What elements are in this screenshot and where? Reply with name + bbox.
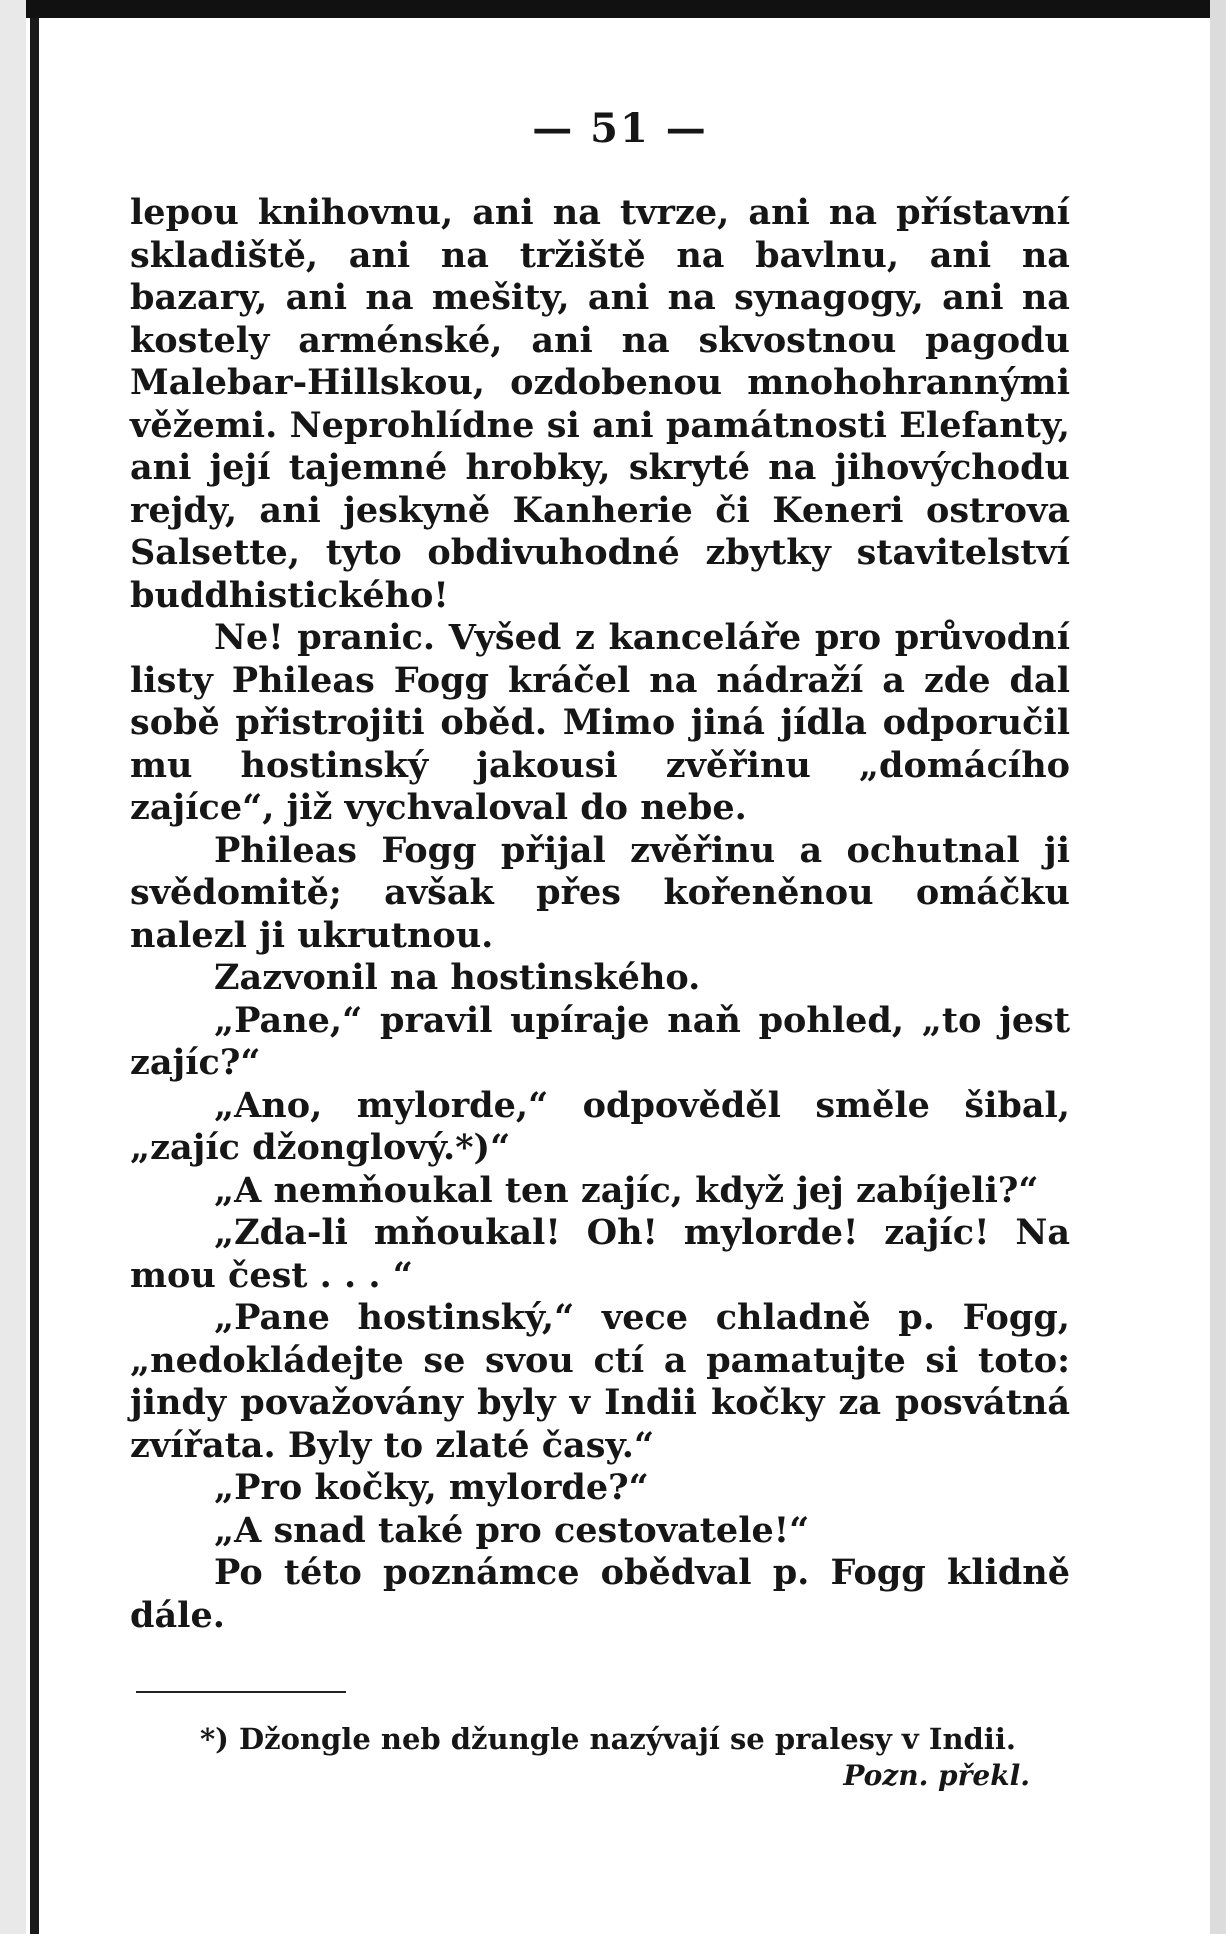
body-text — [130, 192, 1070, 1637]
footnote: *) Džongle neb džungle nazývají se pralesy v Indii. — [200, 1722, 1016, 1756]
footnote-divider — [136, 1691, 346, 1693]
scan-left-margin — [0, 0, 26, 1934]
page-number: — 51 — — [532, 105, 708, 152]
scan-right-margin — [1210, 0, 1226, 1934]
paragraph: Phileas Fogg přijal zvěřinu a ochutnal ji svědomitě; avšak přes kořeněnou omáčku nalezl ji ukrutnou. — [130, 829, 1070, 956]
book-page — [130, 105, 1070, 1793]
paragraph: „Zda-li mňoukal! Oh! mylorde! zajíc! Na mou čest . . . “ — [130, 1212, 1070, 1296]
paragraph: „Pane,“ pravil upíraje naň pohled, „to jest zajíc?“ — [130, 999, 1070, 1083]
paragraph: „Pro kočky, mylorde?“ — [214, 1467, 649, 1508]
page-binding-edge — [30, 18, 39, 1934]
paragraph: „Ano, mylorde,“ odpověděl směle šibal, „zajíc džonglový.*)“ — [130, 1084, 1070, 1168]
paragraph: lepou knihovnu, ani na tvrze, ani na přístavní skladiště, ani na tržiště na bavlnu, ani na bazary, ani na mešity, ani na synagogy, ani na kostely arménské, ani na skvostnou pagodu Malebar-Hillskou, ozdobenou mnohohrannými věžemi. Neprohlídne si ani památnosti Elefanty, ani její tajemné hrobky, skryté na jihovýchodu rejdy, ani jeskyně Kanherie či Keneri ostrova Salsette, tyto obdivuhodné zbytky stavitelství buddhistického! — [130, 192, 1070, 616]
paragraph: Po této poznámce obědval p. Fogg klidně dále. — [130, 1552, 1070, 1636]
scan-top-border — [0, 0, 1226, 18]
footnote-credit: Pozn. překl. — [843, 1759, 1030, 1792]
paragraph: „A snad také pro cestovatele!“ — [214, 1509, 810, 1551]
paragraph: Zazvonil na hostinského. — [214, 957, 701, 998]
paragraph: „Pane hostinský,“ vece chladně p. Fogg, „nedokládejte se svou ctí a pamatujte si toto: jindy považovány byly v Indii kočky za posvátná zvířata. Byly to zlaté časy.“ — [130, 1297, 1070, 1466]
paragraph: „A nemňoukal ten zajíc, když jej zabíjeli?“ — [214, 1169, 1039, 1211]
paragraph: Ne! pranic. Vyšed z kanceláře pro průvodní listy Phileas Fogg kráčel na nádraží a zde dal sobě přistrojiti oběd. Mimo jiná jídla odporučil mu hostinský jakousi zvěřinu „domácího zajíce“, již vychvaloval do nebe. — [130, 617, 1070, 828]
